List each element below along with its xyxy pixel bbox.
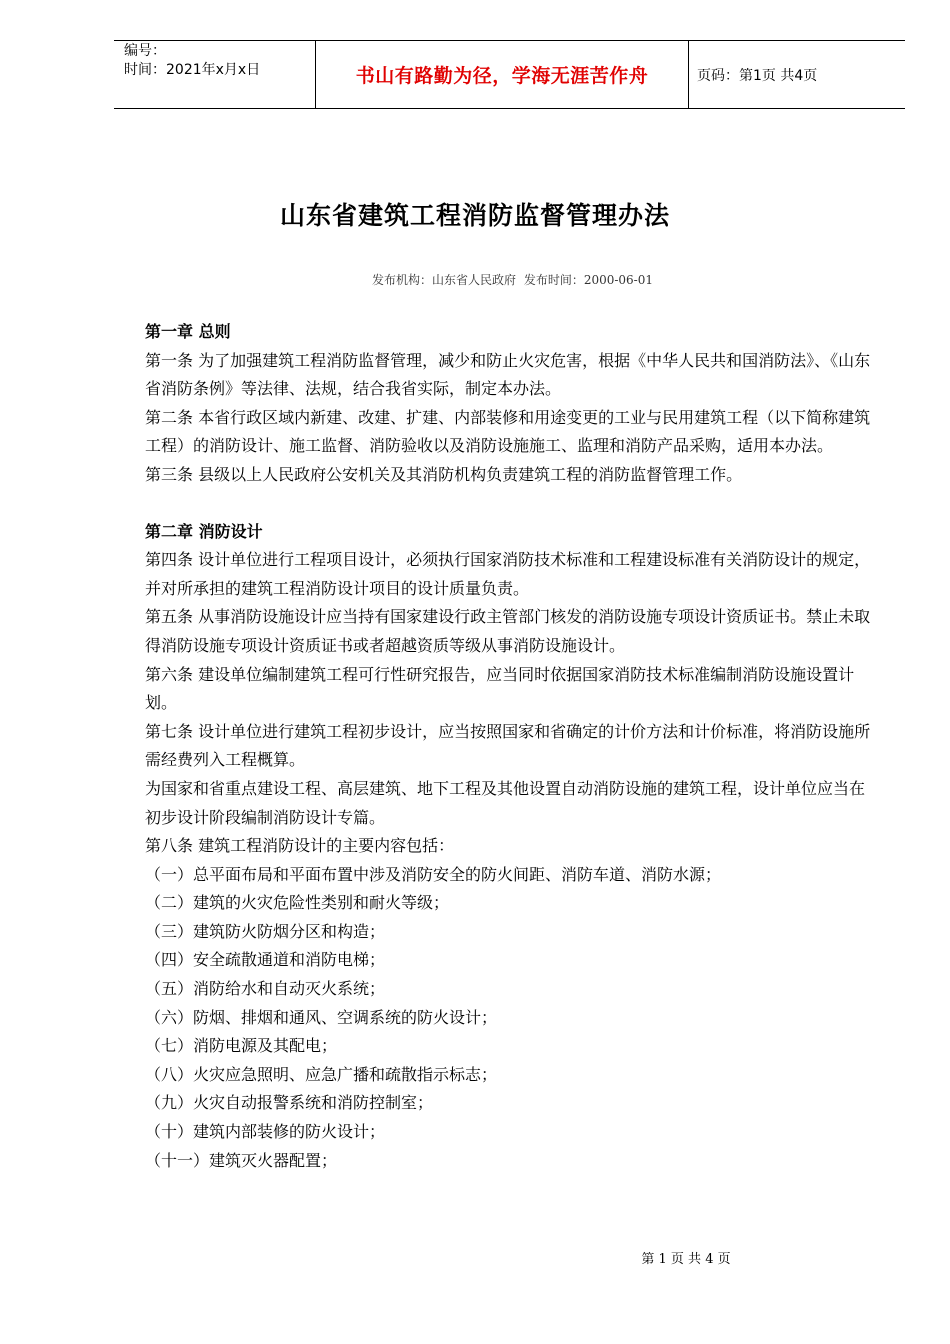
article-paragraph: 第六条 建设单位编制建筑工程可行性研究报告，应当同时依据国家消防技术标准编制消防设施设置计划。	[145, 664, 855, 713]
list-item: （一）总平面布局和平面布置中涉及消防安全的防火间距、消防车道、消防水源；	[145, 864, 722, 884]
list-item: （六）防烟、排烟和通风、空调系统的防火设计；	[145, 1007, 498, 1027]
list-item: （三）建筑防火防烟分区和构造；	[145, 921, 386, 941]
document-title: 山东省建筑工程消防监督管理办法	[279, 201, 670, 230]
list-item: （五）消防给水和自动灭火系统；	[145, 979, 386, 999]
article-paragraph: 第三条 县级以上人民政府公安机关及其消防机构负责建筑工程的消防监督管理工作。	[145, 464, 743, 484]
article-paragraph: 第四条 设计单位进行工程项目设计，必须执行国家消防技术标准和工程建设标准有关消防设计的规定，并对所承担的建筑工程消防设计项目的设计质量负责。	[145, 550, 871, 598]
article-paragraph: 第二条 本省行政区域内新建、改建、扩建、内部装修和用途变更的工业与民用建筑工程（以下简称建筑工程）的消防设计、施工监督、消防验收以及消防设施施工、监理和消防产品采购，适用本办法。	[145, 407, 871, 456]
article-paragraph: 第一条 为了加强建筑工程消防监督管理，减少和防止火灾危害，根据《中华人民共和国消防法》、《山东省消防条例》等法律、法规，结合我省实际，制定本办法。	[145, 350, 871, 399]
article-paragraph: 为国家和省重点建设工程、高层建筑、地下工程及其他设置自动消防设施的建筑工程，设计单位应当在初步设计阶段编制消防设计专篇。	[145, 778, 866, 827]
article-paragraph: 第五条 从事消防设施设计应当持有国家建设行政主管部门核发的消防设施专项设计资质证书。禁止未取得消防设施专项设计资质证书或者超越资质等级从事消防设施设计。	[145, 607, 871, 655]
article-paragraph: 第八条 建筑工程消防设计的主要内容包括：	[145, 836, 455, 856]
header-motto-cell	[316, 41, 689, 108]
list-item: （二）建筑的火灾危险性类别和耐火等级；	[145, 893, 450, 913]
list-item: （九）火灾自动报警系统和消防控制室；	[145, 1093, 434, 1113]
article-paragraph: 第七条 设计单位进行建筑工程初步设计，应当按照国家和省确定的计价方法和计价标准，将消防设施所需经费列入工程概算。	[145, 721, 871, 770]
header-info-cell	[114, 41, 316, 108]
chapter-heading: 第一章 总则	[145, 322, 231, 341]
document-number-label: 编号：	[124, 43, 166, 59]
header-page-info: 页码：第1页 共4页	[697, 67, 818, 84]
document-meta	[0, 271, 950, 288]
header-motto: 书山有路勤为径，学海无涯苦作舟	[355, 65, 649, 87]
chapter-heading: 第二章 消防设计	[145, 521, 263, 541]
header-page-cell	[689, 41, 905, 108]
list-item: （十）建筑内部装修的防火设计；	[145, 1122, 386, 1142]
document-body	[145, 318, 875, 1175]
publisher: 发布机构：山东省人民政府	[371, 273, 516, 287]
document-time-label: 时间：2021年x月x日	[124, 62, 261, 78]
list-item: （七）消防电源及其配电；	[145, 1036, 338, 1056]
page-footer: 第 1 页 共 4 页	[641, 1252, 731, 1267]
publish-date: 发布时间：2000-06-01	[523, 273, 654, 287]
list-item: （八）火灾应急照明、应急广播和疏散指示标志；	[145, 1064, 498, 1084]
list-item: （四）安全疏散通道和消防电梯；	[145, 950, 386, 970]
section-gap	[145, 490, 875, 518]
page-header	[114, 40, 905, 109]
list-item: （十一）建筑灭火器配置；	[145, 1150, 338, 1170]
